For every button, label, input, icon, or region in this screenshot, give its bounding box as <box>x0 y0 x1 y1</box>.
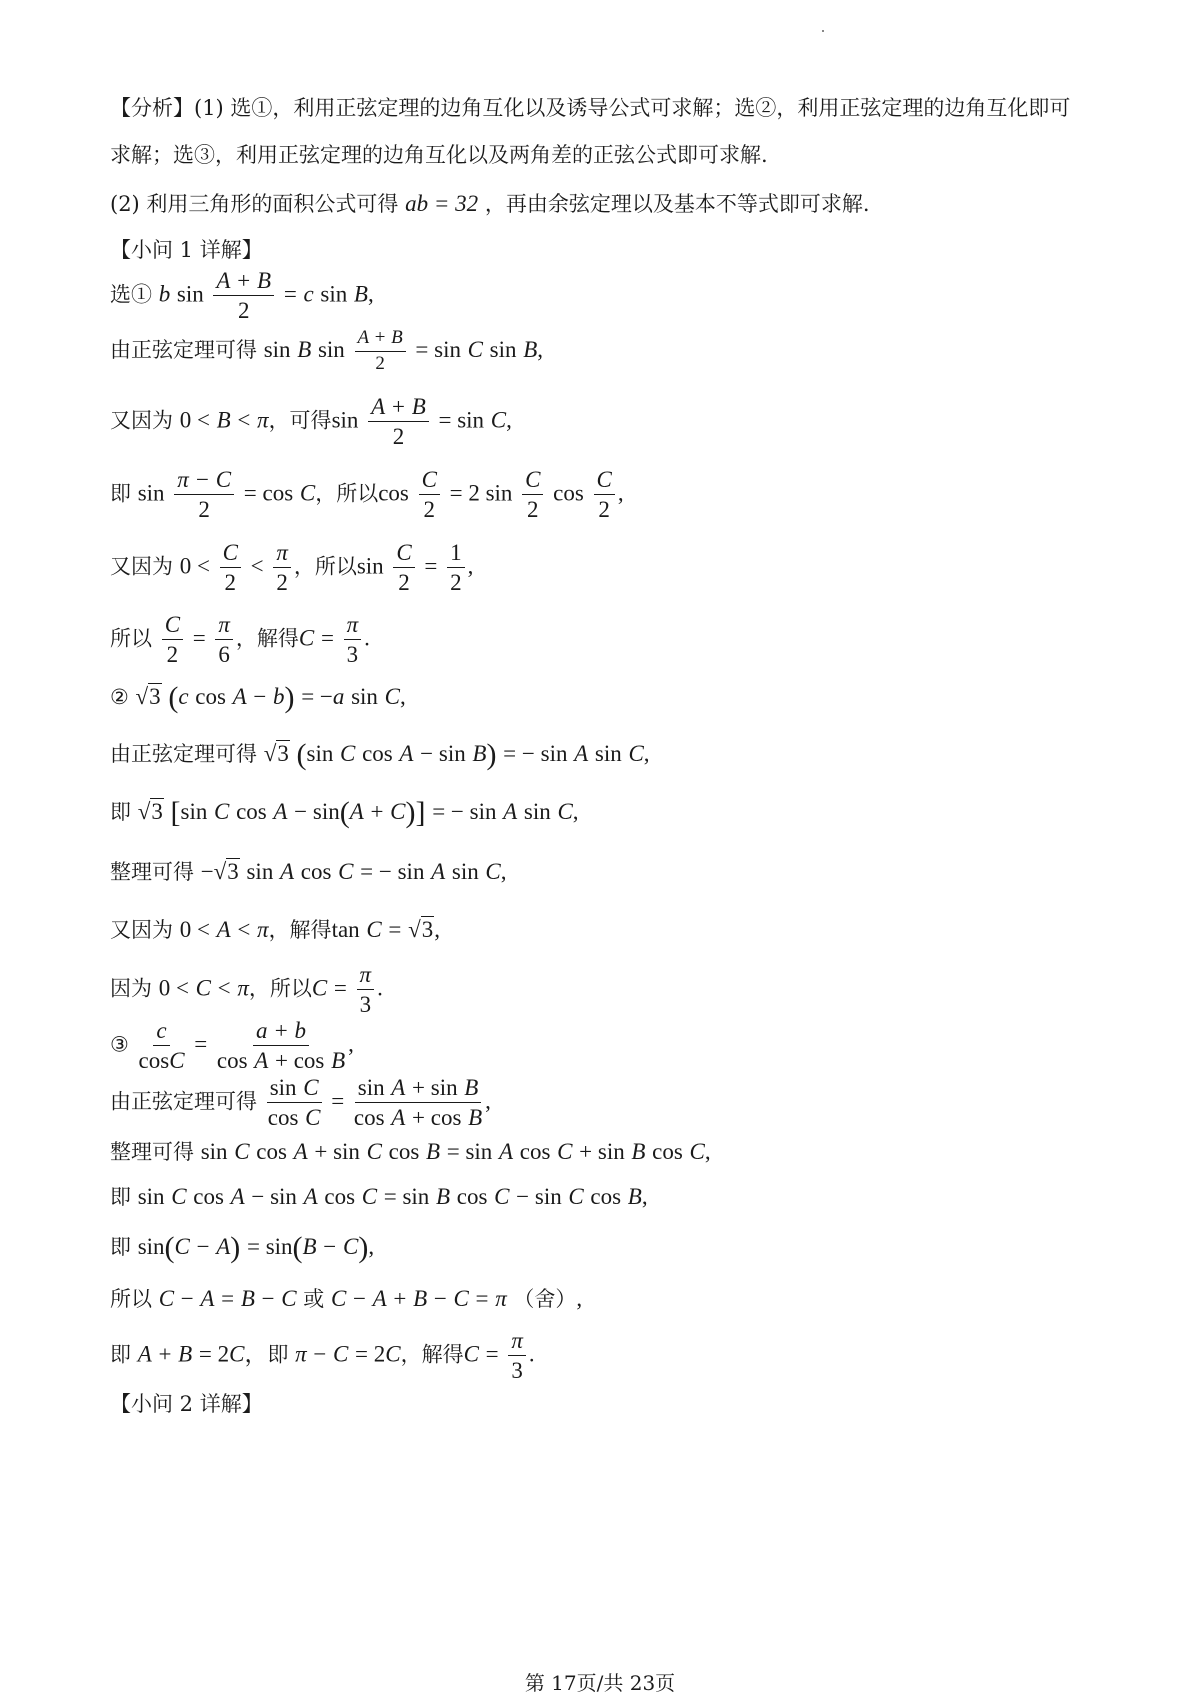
fraction: $\frac{\text{sin A + sin B}}{\text{cos A + cos B}}$ <box>353 1075 483 1131</box>
fraction: $\frac{C}{2}$ <box>522 467 543 523</box>
fraction: $\frac{\text{sin C}}{\text{cos C}}$ <box>267 1075 321 1131</box>
fraction: $\frac{\pi}{3}$ <box>344 612 362 668</box>
eq-choice-2: ② √3 (c cos A − b) = −a sin C, <box>110 681 406 714</box>
eq-half-angle: 又因为 0 < $\frac{C}{2}$ < $\frac{\pi}{2}$ ，所以sin $\frac{C}{2}$ = $\frac{1}{2}$ , <box>110 540 474 596</box>
analysis-line-3: (2) 利用三角形的面积公式可得 ab = 32 ，再由余弦定理以及基本不等式即可求解. <box>110 191 870 216</box>
eq-tan-C: 又因为 0 < A < π，解得tan C = √3, <box>110 917 440 942</box>
fraction: $\frac{\pi}{6}$ <box>215 612 233 668</box>
eq-result-3: 即 A + B = 2C，即 π − C = 2C，解得C = $\frac{\pi}{3}$ . <box>110 1328 535 1384</box>
eq-choice-1: 选① b sin $\frac{A + B}{2}$ = c sin B, <box>110 268 374 324</box>
eq-cases: 所以 C − A = B − C 或 C − A + B − C = π （舍）, <box>110 1286 583 1311</box>
analysis-line-2: 求解；选③，利用正弦定理的边角互化以及两角差的正弦公式即可求解. <box>110 143 768 167</box>
eq-sin-diff: 即 sin(C − A) = sin(B − C), <box>110 1231 375 1264</box>
page-footer: 第 17页/共 23页 <box>524 1671 676 1695</box>
eq-result-1: 所以 $\frac{C}{2}$ = $\frac{\pi}{6}$ ，解得C = $\frac{\pi}{3}$ . <box>110 612 370 668</box>
eq-rearrange: 即 sin C cos A − sin A cos C = sin B cos C − sin C cos B, <box>110 1184 648 1209</box>
eq-simplify-2: 整理可得 −√3 sin A cos C = − sin A sin C, <box>110 859 507 884</box>
eq-range-B: 又因为 0 < B < π，可得sin $\frac{A + B}{2}$ = sin C, <box>110 394 512 450</box>
fraction: $\frac{A + B}{2}$ <box>213 268 274 324</box>
subquestion-2-heading: 【小问 2 详解】 <box>110 1392 263 1416</box>
eq-sine-law-1: 由正弦定理可得 sin B sin $\frac{A + B}{2}$ = sin C sin B, <box>110 327 544 374</box>
fraction: $\frac{C}{2}$ <box>162 612 183 668</box>
fraction: $\frac{C}{2}$ <box>393 540 414 596</box>
scan-speck <box>822 30 824 32</box>
eq-simplify-3: 整理可得 sin C cos A + sin C cos B = sin A cos C + sin B cos C, <box>110 1139 711 1164</box>
analysis-line-1: 【分析】(1) 选①，利用正弦定理的边角互化以及诱导公式可求解；选②，利用正弦定理的边角互化即可 <box>110 96 1071 120</box>
fraction: $\frac{C}{2}$ <box>220 540 241 596</box>
fraction: $\frac{a + b}{\text{cos A + cos B}}$ <box>216 1018 346 1074</box>
subquestion-1-heading: 【小问 1 详解】 <box>110 238 263 262</box>
eq-result-2: 因为 0 < C < π，所以C = $\frac{\pi}{3}$ . <box>110 962 383 1018</box>
fraction: $\frac{A + B}{2}$ <box>368 394 429 450</box>
eq-choice-3: ③ $\frac{c}{\cos C}$ = $\frac{a + b}{\text{cos A + cos B}}$ , <box>110 1018 354 1074</box>
fraction: $\frac{\pi}{2}$ <box>273 540 291 596</box>
fraction: $\frac{A + B}{2}$ <box>355 328 406 375</box>
fraction: $\frac{\pi}{3}$ <box>508 1328 526 1384</box>
eq-cos-C: 即 sin $\frac{\pi - C}{2}$ = cos C，所以cos $\frac{C}{2}$ = 2 sin $\frac{C}{2}$ cos $\frac{C}{2}$ , <box>110 467 624 523</box>
fraction: $\frac{\pi}{3}$ <box>357 962 375 1018</box>
fraction: $\frac{\pi - C}{2}$ <box>174 467 234 523</box>
fraction: $\frac{C}{2}$ <box>594 467 615 523</box>
fraction: $\frac{1}{2}$ <box>447 540 465 596</box>
eq-bracket: 即 √3 [sin C cos A − sin(A + C)] = − sin A sin C, <box>110 796 579 829</box>
eq-sine-law-3: 由正弦定理可得 $\frac{\text{sin C}}{\text{cos C}}$ = $\frac{\text{sin A + sin B}}{\text{cos A + cos B}}$ , <box>110 1075 491 1131</box>
eq-sine-law-2: 由正弦定理可得 √3 (sin C cos A − sin B) = − sin A sin C, <box>110 738 650 771</box>
fraction: $\frac{c}{\cos C}$ <box>138 1018 185 1074</box>
fraction: $\frac{C}{2}$ <box>419 467 440 523</box>
math-ab-32: ab = 32 <box>405 191 479 216</box>
